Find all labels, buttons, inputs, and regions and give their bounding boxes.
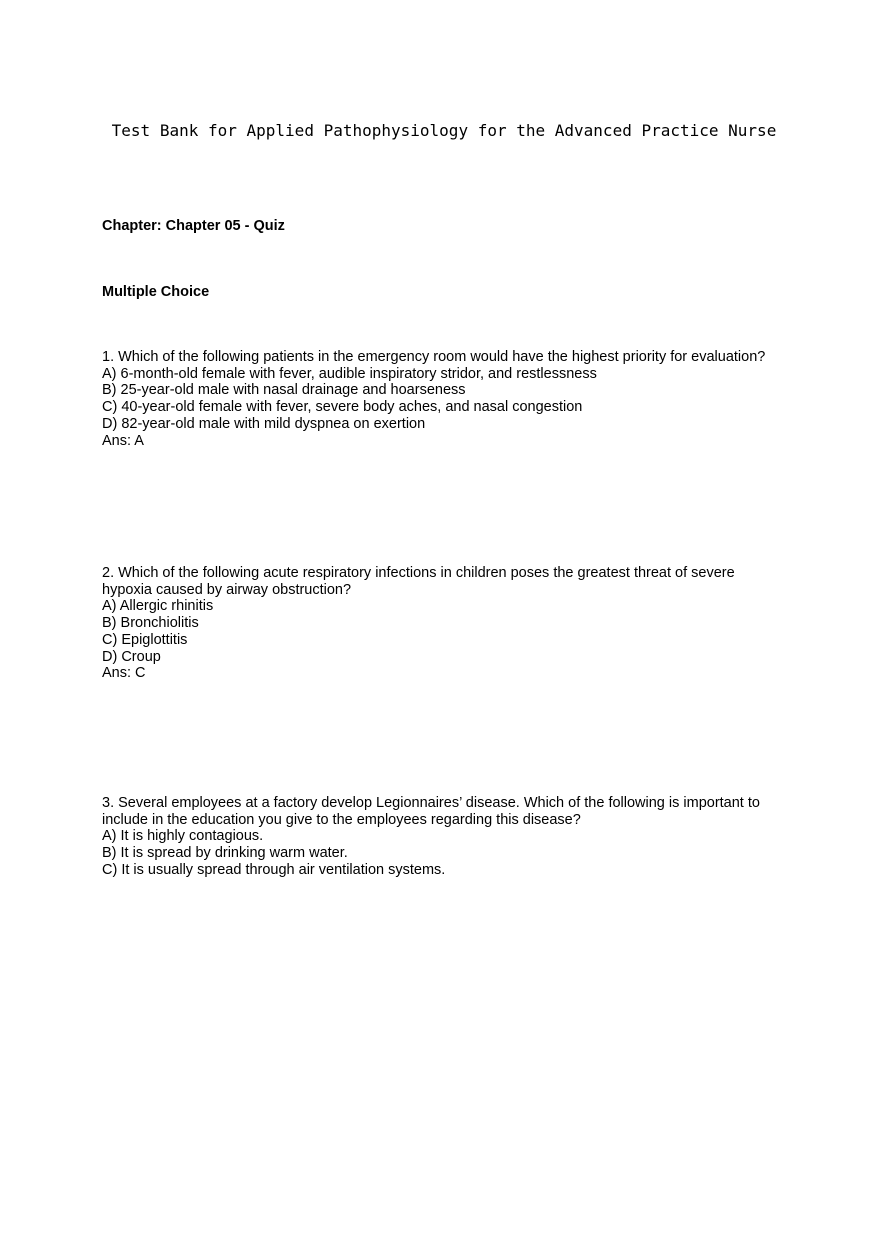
answer-key: Ans: A bbox=[102, 432, 144, 449]
question-stem-continued: hypoxia caused by airway obstruction? bbox=[102, 581, 352, 598]
question-stem: 2. Which of the following acute respiratory infections in children poses the greatest threat of severe bbox=[102, 565, 735, 581]
section-heading: Multiple Choice bbox=[102, 284, 210, 300]
answer-option-d: D) 82-year-old male with mild dyspnea on exertion bbox=[102, 415, 426, 432]
chapter-heading: Chapter: Chapter 05 - Quiz bbox=[102, 218, 285, 234]
question-stem: 1. Which of the following patients in the emergency room would have the highest priority for evaluation? bbox=[102, 349, 766, 365]
answer-option-a: A) Allergic rhinitis bbox=[102, 598, 214, 615]
answer-option-c: C) It is usually spread through air ventilation systems. bbox=[102, 861, 446, 878]
answer-option-b: B) It is spread by drinking warm water. bbox=[102, 845, 348, 862]
answer-option-c: C) 40-year-old female with fever, severe body aches, and nasal congestion bbox=[102, 399, 583, 416]
answer-option-b: B) Bronchiolitis bbox=[102, 615, 199, 632]
question-2 bbox=[102, 565, 782, 682]
answer-option-b: B) 25-year-old male with nasal drainage and hoarseness bbox=[102, 382, 466, 399]
question-stem-continued: include in the education you give to the employees regarding this disease? bbox=[102, 811, 581, 828]
question-1 bbox=[102, 349, 782, 449]
question-stem: 3. Several employees at a factory develop Legionnaires’ disease. Which of the following is important to bbox=[102, 795, 760, 811]
answer-option-a: A) It is highly contagious. bbox=[102, 828, 264, 845]
question-3 bbox=[102, 795, 782, 879]
answer-option-c: C) Epiglottitis bbox=[102, 631, 188, 648]
answer-option-a: A) 6-month-old female with fever, audible inspiratory stridor, and restlessness bbox=[102, 365, 597, 382]
answer-key: Ans: C bbox=[102, 665, 146, 682]
answer-option-d: D) Croup bbox=[102, 648, 161, 665]
page-title: Test Bank for Applied Pathophysiology for the Advanced Practice Nurse bbox=[111, 121, 777, 140]
